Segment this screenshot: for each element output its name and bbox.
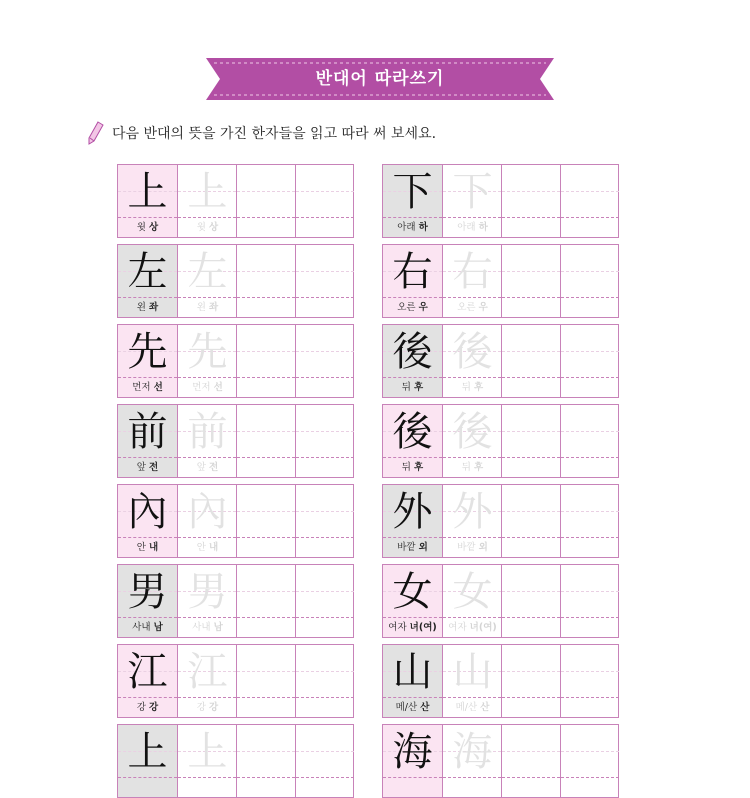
meaning-text: 앞 (196, 462, 206, 473)
divider-line (561, 377, 619, 378)
sound-text: 후 (474, 462, 484, 473)
trace-character-box[interactable] (177, 645, 236, 717)
sound-text: 우 (478, 302, 488, 313)
sound-text: 남 (213, 622, 223, 633)
practice-row (382, 164, 619, 238)
divider-line (296, 217, 354, 218)
meaning-text: 왼 (136, 302, 146, 313)
divider-line (443, 457, 501, 458)
blank-writing-box[interactable] (295, 245, 354, 317)
blank-writing-box[interactable] (236, 485, 295, 557)
divider-line (178, 697, 236, 698)
hanja-trace: 前 (187, 409, 228, 455)
practice-row (382, 404, 619, 478)
divider-line (443, 377, 501, 378)
divider-line (237, 297, 295, 298)
reading-trace (443, 221, 502, 235)
practice-row (117, 724, 354, 798)
guide-line (561, 431, 619, 432)
guide-line (296, 351, 354, 352)
model-character-box (383, 485, 442, 557)
meaning-text: 아래 (457, 222, 476, 233)
guide-line (502, 271, 560, 272)
reading-trace (178, 221, 237, 235)
sound-text: 산 (420, 702, 430, 713)
sound-text: 남 (153, 622, 163, 633)
reading-trace (178, 461, 237, 475)
meaning-text: 바깥 (457, 542, 476, 553)
practice-row (382, 324, 619, 398)
meaning-text: 사내 (132, 622, 151, 633)
model-character-box (383, 325, 442, 397)
guide-line (237, 351, 295, 352)
meaning-text: 뒤 (461, 462, 471, 473)
blank-writing-box[interactable] (236, 645, 295, 717)
instruction-text: 다음 반대의 뜻을 가진 한자들을 읽고 따라 써 보세요. (112, 126, 437, 142)
trace-character-box[interactable] (177, 405, 236, 477)
reading-label (383, 221, 442, 235)
practice-row (117, 644, 354, 718)
sound-text: 선 (153, 382, 163, 393)
guide-line (502, 671, 560, 672)
guide-line (561, 511, 619, 512)
meaning-text: 안 (136, 542, 146, 553)
blank-writing-box[interactable] (560, 405, 619, 477)
blank-writing-box[interactable] (295, 485, 354, 557)
trace-character-box[interactable] (177, 725, 236, 797)
divider-line (237, 617, 295, 618)
guide-line (296, 191, 354, 192)
divider-line (237, 377, 295, 378)
blank-writing-box[interactable] (501, 245, 560, 317)
model-character-box (383, 405, 442, 477)
sound-text: 녀(여) (469, 622, 497, 633)
sound-text: 후 (474, 382, 484, 393)
reading-trace (443, 621, 502, 635)
blank-writing-box[interactable] (295, 565, 354, 637)
trace-character-box[interactable] (177, 245, 236, 317)
divider-line (561, 777, 619, 778)
hanja-character: 先 (127, 329, 168, 375)
blank-writing-box[interactable] (236, 245, 295, 317)
divider-line (118, 377, 177, 378)
hanja-trace: 內 (187, 489, 228, 535)
sound-text: 하 (418, 222, 428, 233)
hanja-trace: 江 (187, 649, 228, 695)
guide-line (561, 751, 619, 752)
divider-line (178, 297, 236, 298)
practice-row (117, 484, 354, 558)
reading-trace (178, 621, 237, 635)
blank-writing-box[interactable] (560, 245, 619, 317)
meaning-text: 뒤 (401, 462, 411, 473)
divider-line (561, 537, 619, 538)
model-character-box (118, 325, 177, 397)
sound-text: 우 (418, 302, 428, 313)
divider-line (118, 297, 177, 298)
hanja-character: 外 (392, 489, 433, 535)
sound-text: 녀(여) (409, 622, 437, 633)
meaning-text: 안 (196, 542, 206, 553)
divider-line (443, 537, 501, 538)
divider-line (178, 217, 236, 218)
hanja-character: 內 (127, 489, 168, 535)
reading-trace (443, 461, 502, 475)
divider-line (118, 457, 177, 458)
divider-line (383, 537, 442, 538)
sound-text: 후 (414, 462, 424, 473)
reading-label (383, 701, 442, 715)
guide-line (502, 431, 560, 432)
divider-line (502, 537, 560, 538)
trace-character-box[interactable] (177, 485, 236, 557)
divider-line (443, 297, 501, 298)
divider-line (561, 217, 619, 218)
hanja-character: 上 (127, 169, 168, 215)
sound-text: 전 (149, 462, 159, 473)
divider-line (296, 377, 354, 378)
sound-text: 좌 (149, 302, 159, 313)
divider-line (502, 457, 560, 458)
trace-character-box[interactable] (442, 725, 501, 797)
hanja-character: 女 (392, 569, 433, 615)
meaning-text: 사내 (192, 622, 211, 633)
divider-line (118, 697, 177, 698)
meaning-text: 뒤 (401, 382, 411, 393)
divider-line (561, 617, 619, 618)
hanja-character: 男 (127, 569, 168, 615)
practice-row (382, 724, 619, 798)
blank-writing-box[interactable] (501, 325, 560, 397)
divider-line (443, 217, 501, 218)
blank-writing-box[interactable] (295, 165, 354, 237)
hanja-character: 江 (127, 649, 168, 695)
trace-character-box[interactable] (177, 565, 236, 637)
practice-row (382, 644, 619, 718)
sound-text: 상 (209, 222, 219, 233)
blank-writing-box[interactable] (236, 725, 295, 797)
guide-line (561, 671, 619, 672)
meaning-text: 여자 (448, 622, 467, 633)
guide-line (237, 271, 295, 272)
reading-trace (178, 701, 237, 715)
pencil-icon (88, 121, 104, 145)
divider-line (383, 777, 442, 778)
reading-label (383, 461, 442, 475)
blank-writing-box[interactable] (501, 165, 560, 237)
hanja-character: 左 (127, 249, 168, 295)
reading-label (383, 621, 442, 635)
reading-label (118, 621, 177, 635)
practice-row (382, 564, 619, 638)
hanja-character: 山 (392, 649, 433, 695)
sound-text: 내 (149, 542, 159, 553)
meaning-text: 먼저 (192, 382, 211, 393)
blank-writing-box[interactable] (236, 165, 295, 237)
divider-line (502, 297, 560, 298)
sound-text: 상 (149, 222, 159, 233)
blank-writing-box[interactable] (501, 565, 560, 637)
divider-line (383, 297, 442, 298)
divider-line (502, 617, 560, 618)
reading-trace (443, 701, 502, 715)
guide-line (296, 671, 354, 672)
sound-text: 좌 (209, 302, 219, 313)
hanja-character: 前 (127, 409, 168, 455)
meaning-text: 윗 (136, 222, 146, 233)
reading-label (118, 541, 177, 555)
meaning-text: 여자 (388, 622, 407, 633)
meaning-text: 메/산 (455, 702, 478, 713)
sound-text: 선 (213, 382, 223, 393)
guide-line (237, 511, 295, 512)
blank-writing-box[interactable] (560, 565, 619, 637)
guide-line (296, 431, 354, 432)
guide-line (237, 191, 295, 192)
divider-line (237, 457, 295, 458)
reading-trace (178, 301, 237, 315)
trace-character-box[interactable] (442, 325, 501, 397)
guide-line (502, 591, 560, 592)
blank-writing-box[interactable] (501, 405, 560, 477)
meaning-text: 오른 (397, 302, 416, 313)
meaning-text: 뒤 (461, 382, 471, 393)
guide-line (296, 751, 354, 752)
divider-line (178, 457, 236, 458)
trace-character-box[interactable] (177, 165, 236, 237)
reading-label (118, 701, 177, 715)
divider-line (118, 777, 177, 778)
meaning-text: 메/산 (395, 702, 418, 713)
hanja-character: 右 (392, 249, 433, 295)
reading-label (383, 381, 442, 395)
hanja-character: 海 (392, 729, 433, 775)
hanja-trace: 女 (452, 569, 493, 615)
divider-line (561, 457, 619, 458)
guide-line (502, 751, 560, 752)
model-character-box (383, 245, 442, 317)
divider-line (383, 217, 442, 218)
model-character-box (383, 565, 442, 637)
divider-line (178, 777, 236, 778)
divider-line (237, 697, 295, 698)
blank-writing-box[interactable] (560, 645, 619, 717)
blank-writing-box[interactable] (560, 325, 619, 397)
reading-label (118, 381, 177, 395)
reading-trace (443, 541, 502, 555)
sound-text: 내 (209, 542, 219, 553)
reading-trace (178, 541, 237, 555)
guide-line (502, 511, 560, 512)
divider-line (296, 297, 354, 298)
hanja-trace: 上 (187, 169, 228, 215)
divider-line (502, 377, 560, 378)
sound-text: 강 (149, 702, 159, 713)
guide-line (296, 511, 354, 512)
hanja-trace: 後 (452, 329, 493, 375)
divider-line (502, 777, 560, 778)
practice-row (382, 244, 619, 318)
title-banner (206, 58, 554, 100)
sound-text: 하 (478, 222, 488, 233)
trace-character-box[interactable] (442, 405, 501, 477)
reading-label (118, 221, 177, 235)
divider-line (296, 617, 354, 618)
practice-row (117, 244, 354, 318)
guide-line (237, 751, 295, 752)
meaning-text: 윗 (196, 222, 206, 233)
guide-line (561, 191, 619, 192)
reading-trace (178, 381, 237, 395)
hanja-trace: 左 (187, 249, 228, 295)
meaning-text: 오른 (457, 302, 476, 313)
model-character-box (118, 165, 177, 237)
practice-row (117, 164, 354, 238)
guide-line (502, 351, 560, 352)
blank-writing-box[interactable] (236, 325, 295, 397)
hanja-trace: 外 (452, 489, 493, 535)
blank-writing-box[interactable] (560, 165, 619, 237)
guide-line (296, 271, 354, 272)
reading-label (118, 461, 177, 475)
divider-line (383, 457, 442, 458)
divider-line (383, 697, 442, 698)
guide-line (237, 671, 295, 672)
reading-label (118, 301, 177, 315)
meaning-text: 강 (196, 702, 206, 713)
divider-line (561, 297, 619, 298)
trace-character-box[interactable] (442, 245, 501, 317)
sound-text: 전 (209, 462, 219, 473)
practice-row (117, 324, 354, 398)
divider-line (118, 537, 177, 538)
trace-character-box[interactable] (442, 485, 501, 557)
divider-line (383, 617, 442, 618)
divider-line (561, 697, 619, 698)
divider-line (443, 617, 501, 618)
guide-line (237, 431, 295, 432)
trace-character-box[interactable] (442, 565, 501, 637)
meaning-text: 앞 (136, 462, 146, 473)
model-character-box (118, 485, 177, 557)
model-character-box (383, 725, 442, 797)
guide-line (296, 591, 354, 592)
reading-trace (443, 381, 502, 395)
hanja-trace: 海 (452, 729, 493, 775)
divider-line (178, 537, 236, 538)
divider-line (296, 697, 354, 698)
blank-writing-box[interactable] (236, 405, 295, 477)
meaning-text: 먼저 (132, 382, 151, 393)
hanja-trace: 右 (452, 249, 493, 295)
hanja-character: 上 (127, 729, 168, 775)
guide-line (237, 591, 295, 592)
practice-row (117, 404, 354, 478)
blank-writing-box[interactable] (295, 725, 354, 797)
model-character-box (383, 645, 442, 717)
guide-line (561, 351, 619, 352)
blank-writing-box[interactable] (295, 645, 354, 717)
model-character-box (118, 565, 177, 637)
meaning-text: 바깥 (397, 542, 416, 553)
sound-text: 외 (478, 542, 488, 553)
model-character-box (118, 645, 177, 717)
blank-writing-box[interactable] (560, 725, 619, 797)
practice-row (382, 484, 619, 558)
hanja-character: 後 (392, 409, 433, 455)
trace-character-box[interactable] (442, 645, 501, 717)
divider-line (118, 617, 177, 618)
guide-line (561, 271, 619, 272)
reading-trace (443, 301, 502, 315)
divider-line (502, 697, 560, 698)
divider-line (502, 217, 560, 218)
sound-text: 외 (418, 542, 428, 553)
meaning-text: 강 (136, 702, 146, 713)
meaning-text: 아래 (397, 222, 416, 233)
blank-writing-box[interactable] (295, 405, 354, 477)
blank-writing-box[interactable] (295, 325, 354, 397)
blank-writing-box[interactable] (501, 645, 560, 717)
divider-line (383, 377, 442, 378)
hanja-character: 下 (392, 169, 433, 215)
model-character-box (383, 165, 442, 237)
model-character-box (118, 405, 177, 477)
blank-writing-box[interactable] (501, 725, 560, 797)
divider-line (118, 217, 177, 218)
meaning-text: 왼 (196, 302, 206, 313)
divider-line (237, 777, 295, 778)
model-character-box (118, 725, 177, 797)
divider-line (237, 537, 295, 538)
blank-writing-box[interactable] (560, 485, 619, 557)
hanja-trace: 上 (187, 729, 228, 775)
hanja-character: 後 (392, 329, 433, 375)
sound-text: 강 (209, 702, 219, 713)
hanja-trace: 先 (187, 329, 228, 375)
divider-line (296, 457, 354, 458)
model-character-box (118, 245, 177, 317)
sound-text: 산 (480, 702, 490, 713)
page-title: 반대어 따라쓰기 (315, 69, 445, 89)
trace-character-box[interactable] (442, 165, 501, 237)
hanja-trace: 下 (452, 169, 493, 215)
guide-line (561, 591, 619, 592)
divider-line (296, 537, 354, 538)
guide-line (502, 191, 560, 192)
divider-line (237, 217, 295, 218)
divider-line (296, 777, 354, 778)
divider-line (443, 777, 501, 778)
hanja-trace: 男 (187, 569, 228, 615)
sound-text: 후 (414, 382, 424, 393)
reading-label (383, 301, 442, 315)
divider-line (178, 617, 236, 618)
instruction-line (88, 120, 436, 146)
blank-writing-box[interactable] (236, 565, 295, 637)
trace-character-box[interactable] (177, 325, 236, 397)
divider-line (443, 697, 501, 698)
divider-line (178, 377, 236, 378)
reading-label (383, 541, 442, 555)
hanja-trace: 後 (452, 409, 493, 455)
blank-writing-box[interactable] (501, 485, 560, 557)
practice-row (117, 564, 354, 638)
hanja-trace: 山 (452, 649, 493, 695)
